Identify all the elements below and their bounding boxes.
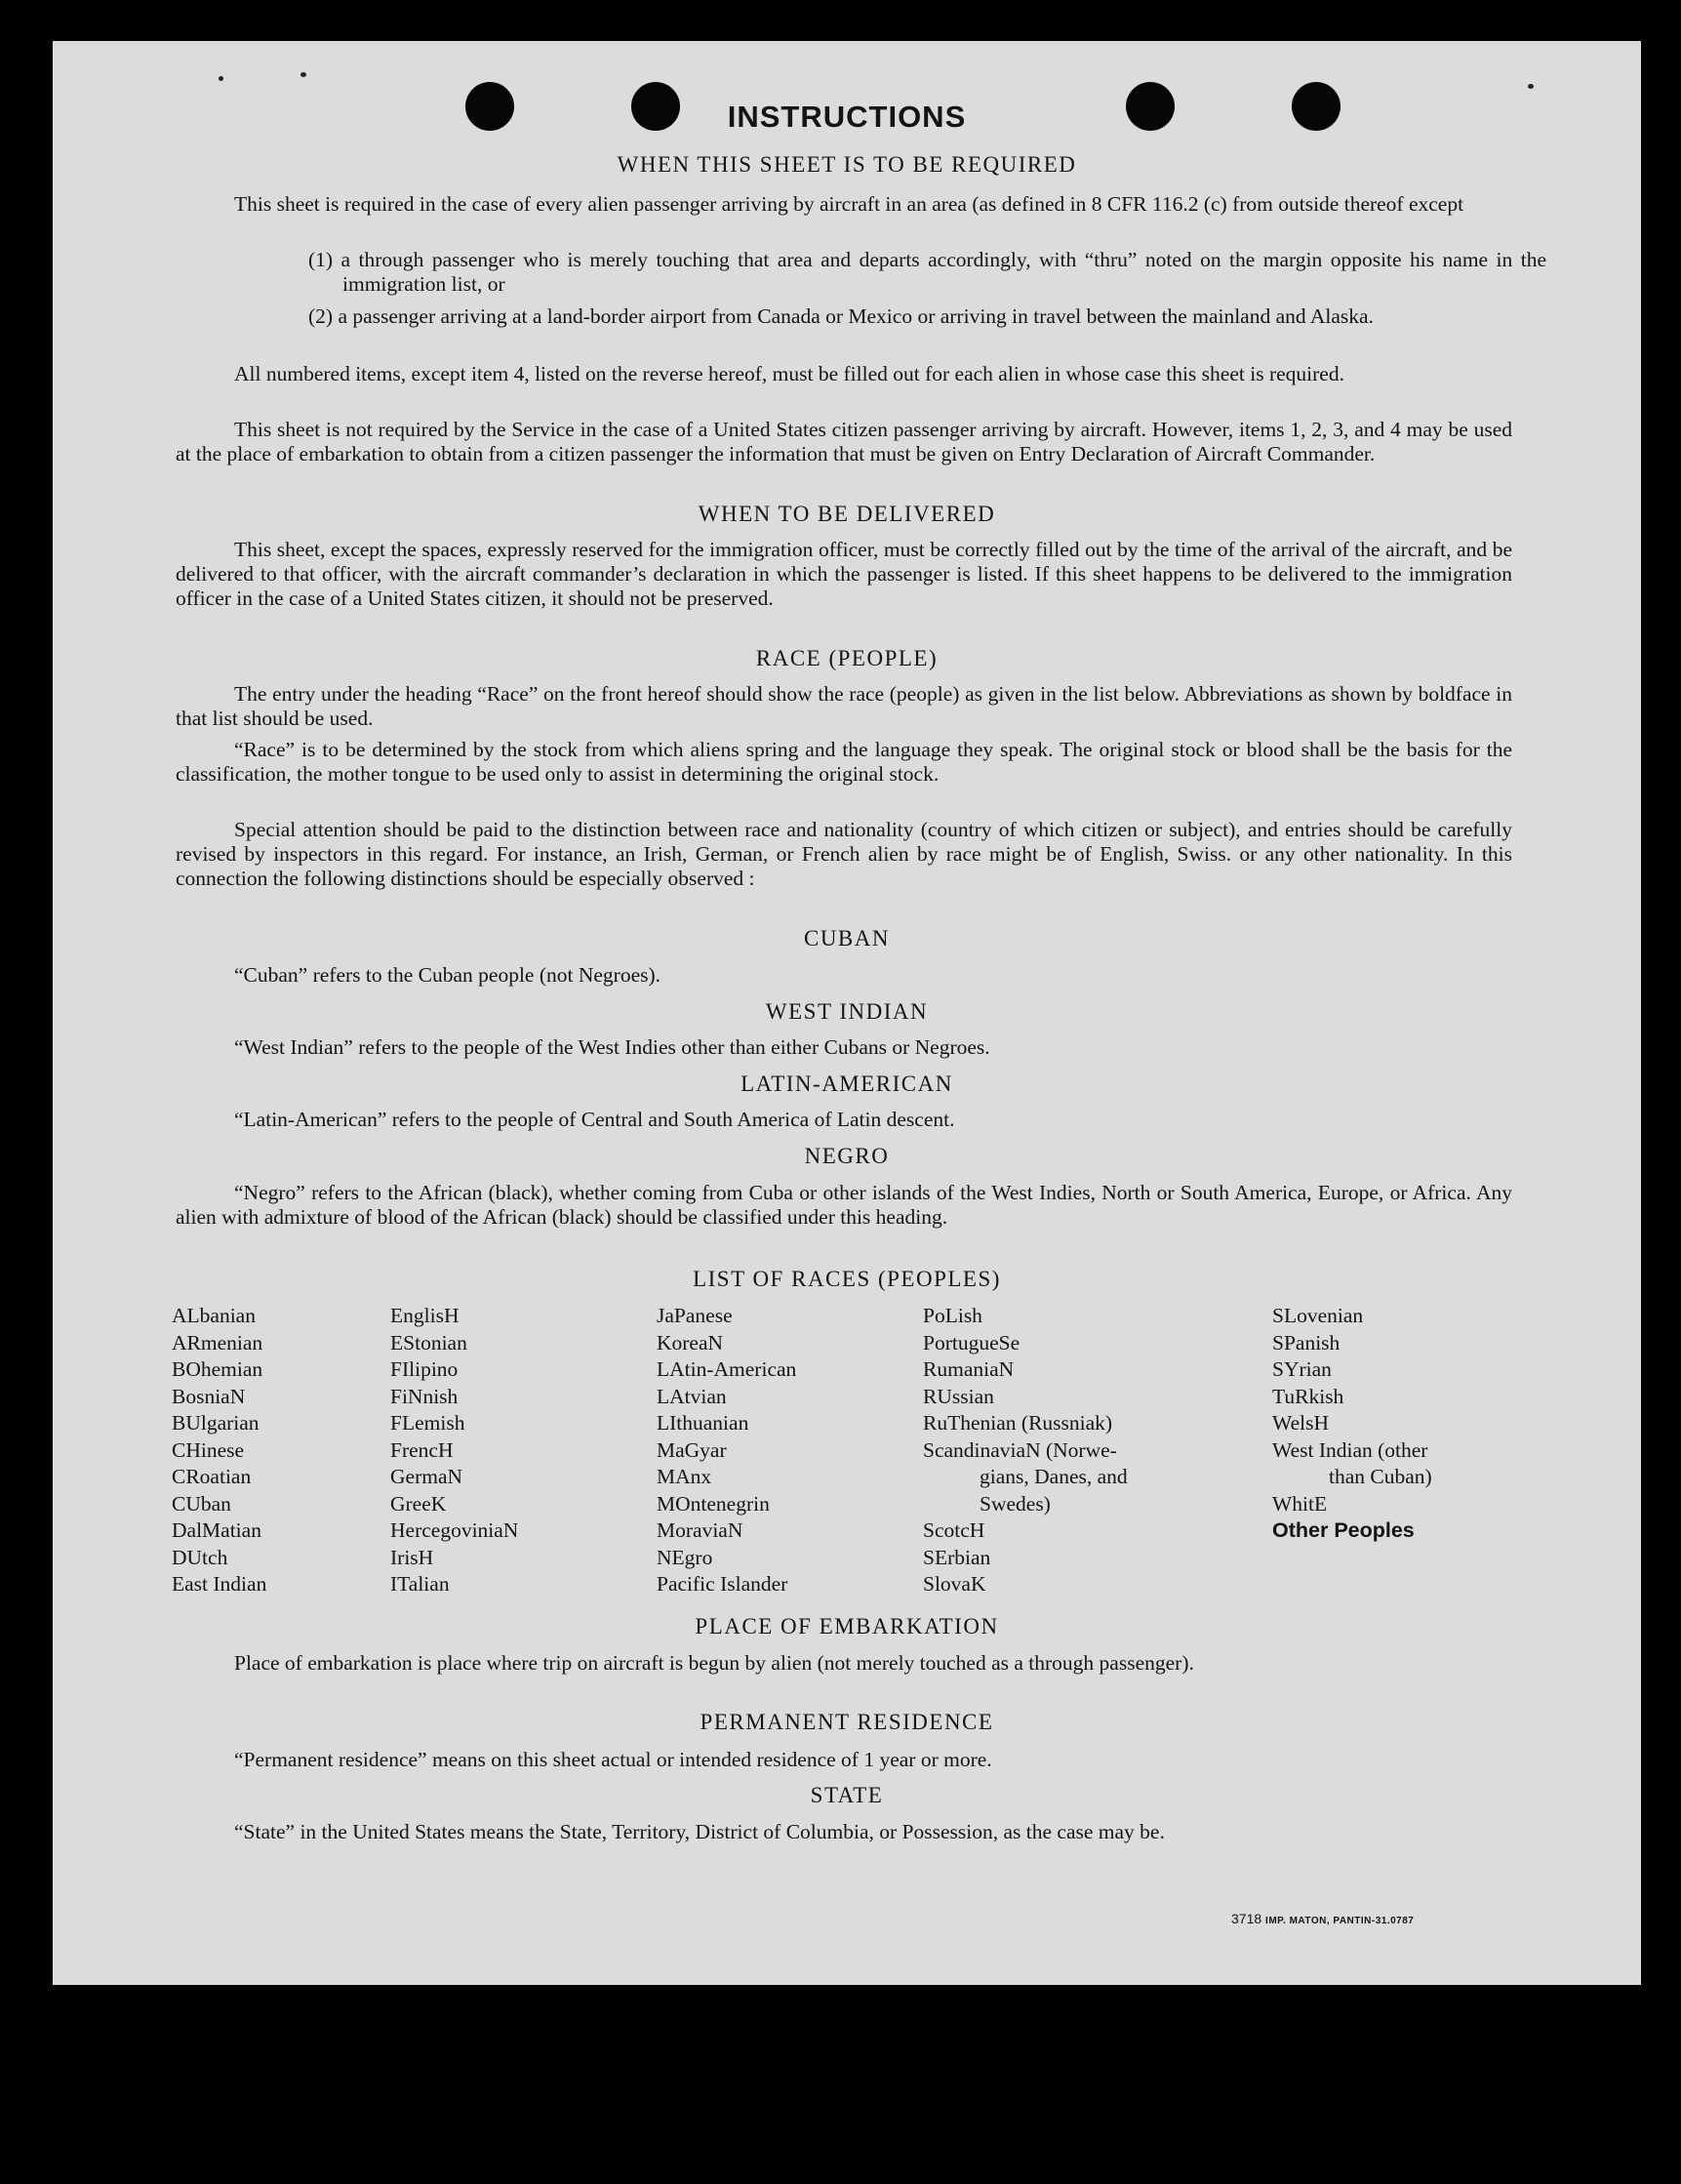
race-paragraph-1: The entry under the heading “Race” on the front hereof should show the race (people) as given in the list below. Abbreviations as shown by boldface in that list should be used.	[176, 682, 1512, 730]
race-item: FrencH	[390, 1437, 454, 1462]
negro-definition: “Negro” refers to the African (black), whether coming from Cuba or other islands of the West Indies, North or South America, Europe, or Africa. Any alien with admixture of blood of the African (black) should be classified under this heading.	[176, 1181, 1512, 1229]
race-column-4	[923, 1303, 1128, 1598]
race-item: ScandinaviaN (Norwe-	[923, 1437, 1117, 1462]
cuban-definition: “Cuban” refers to the Cuban people (not Negroes).	[234, 963, 661, 987]
race-item: EnglisH	[390, 1304, 460, 1327]
race-item: DalMatian	[172, 1518, 261, 1542]
race-item: SLovenian	[1272, 1304, 1364, 1327]
delivered-paragraph: This sheet, except the spaces, expressly reserved for the immigration officer, must be correctly filled out by the time of the arrival of the aircraft, and be delivered to that officer, with the aircraft commander’s declaration in which the passenger is listed. If this sheet happens to be delivered to the immigration officer in the case of a United States citizen, it should not be preserved.	[176, 538, 1512, 610]
document-title: INSTRUCTIONS	[727, 100, 967, 134]
race-item: ARmenian	[172, 1330, 263, 1355]
race-item: MaGyar	[657, 1437, 727, 1462]
race-column-5	[1272, 1303, 1432, 1545]
race-item: HercegoviniaN	[390, 1518, 519, 1542]
heading-place-of-embarkation: PLACE OF EMBARKATION	[695, 1614, 999, 1638]
race-item: ScotcH	[923, 1518, 985, 1542]
latin-american-definition: “Latin-American” refers to the people of Central and South America of Latin descent.	[234, 1108, 955, 1131]
race-item: NEgro	[657, 1545, 713, 1569]
race-item: PoLish	[923, 1304, 982, 1327]
heading-west-indian: WEST INDIAN	[765, 999, 929, 1024]
speck	[219, 76, 223, 81]
race-item: MOntenegrin	[657, 1491, 770, 1516]
speck	[300, 72, 306, 77]
race-paragraph-3: Special attention should be paid to the distinction between race and nationality (country of which citizen or subject), and entries should be carefully revised by inspectors in this regard. For instance, an Irish, German, or French alien by race might be of English, Swiss. or any other nationality. In this connection the following distinctions should be especially observed :	[176, 818, 1512, 890]
exception-item-1: (1) a through passenger who is merely touching that area and departs accordingly, with “thru” noted on the margin opposite his name in the immigration list, or	[308, 248, 1546, 296]
race-item: West Indian (other	[1272, 1437, 1428, 1462]
race-item-continued: Swedes)	[980, 1491, 1051, 1516]
heading-race: RACE (PEOPLE)	[755, 646, 939, 670]
heading-list-of-races: LIST OF RACES (PEOPLES)	[693, 1267, 1001, 1291]
race-item-continued: gians, Danes, and	[980, 1465, 1128, 1488]
race-item: TuRkish	[1272, 1384, 1344, 1408]
race-item: GreeK	[390, 1491, 447, 1516]
race-item: SlovaK	[923, 1572, 986, 1596]
race-column-2	[390, 1303, 518, 1598]
race-item: SErbian	[923, 1545, 991, 1569]
race-item-other-peoples: Other Peoples	[1272, 1518, 1415, 1542]
race-item: PortugueSe	[923, 1330, 1021, 1355]
required-paragraph-1: This sheet is required in the case of every alien passenger arriving by aircraft in an area (as defined in 8 CFR 116.2 (c) from outside thereof except	[234, 192, 1464, 216]
race-item: BUlgarian	[172, 1411, 260, 1435]
heading-when-delivered: WHEN TO BE DELIVERED	[698, 502, 996, 526]
heading-state: STATE	[810, 1783, 884, 1807]
race-item: MAnx	[657, 1465, 712, 1488]
race-item: East Indian	[172, 1572, 267, 1596]
race-item: ALbanian	[172, 1304, 256, 1327]
west-indian-definition: “West Indian” refers to the people of the West Indies other than either Cubans or Negroes.	[234, 1035, 990, 1059]
race-item: BosniaN	[172, 1384, 246, 1408]
race-item: Pacific Islander	[657, 1572, 788, 1596]
heading-negro: NEGRO	[804, 1144, 890, 1168]
heading-permanent-residence: PERMANENT RESIDENCE	[700, 1710, 994, 1734]
printer-code: IMP. MATON, PANTIN-31.0787	[1265, 1916, 1415, 1926]
state-definition: “State” in the United States means the State, Territory, District of Columbia, or Possession, as the case may be.	[234, 1820, 1165, 1843]
race-item: IrisH	[390, 1545, 434, 1569]
race-item-continued: than Cuban)	[1329, 1465, 1432, 1488]
race-item: LAtin-American	[657, 1357, 797, 1381]
race-item: FiNnish	[390, 1384, 459, 1408]
race-item: RuThenian (Russniak)	[923, 1411, 1113, 1435]
race-item: LIthuanian	[657, 1411, 749, 1435]
speck	[1528, 84, 1534, 89]
race-item: LAtvian	[657, 1384, 727, 1408]
race-item: MoraviaN	[657, 1518, 743, 1542]
race-item: JaPanese	[657, 1304, 733, 1327]
race-item: FIlipino	[390, 1357, 459, 1381]
exception-item-2: (2) a passenger arriving at a land-border airport from Canada or Mexico or arriving in travel between the mainland and Alaska.	[308, 304, 1374, 328]
race-item: RumaniaN	[923, 1357, 1015, 1381]
document-sheet	[53, 41, 1641, 1985]
race-item: WhitE	[1272, 1491, 1328, 1516]
residence-definition: “Permanent residence” means on this sheet actual or intended residence of 1 year or more.	[234, 1748, 992, 1771]
race-item: KoreaN	[657, 1330, 724, 1355]
required-paragraph-3: This sheet is not required by the Service in the case of a United States citizen passenger arriving by aircraft. However, items 1, 2, 3, and 4 may be used at the place of embarkation to obtain from a citizen passenger the information that must be given on Entry Declaration of Aircraft Commander.	[176, 418, 1512, 465]
heading-when-required: WHEN THIS SHEET IS TO BE REQUIRED	[617, 152, 1077, 177]
race-item: BOhemian	[172, 1357, 263, 1381]
race-item: RUssian	[923, 1384, 994, 1408]
race-item: FLemish	[390, 1411, 465, 1435]
race-item: ITalian	[390, 1572, 450, 1596]
race-item: WelsH	[1272, 1411, 1329, 1435]
race-item: SYrian	[1272, 1357, 1332, 1381]
heading-cuban: CUBAN	[803, 926, 890, 950]
race-item: CUban	[172, 1491, 231, 1516]
print-footer	[1231, 1911, 1414, 1926]
form-number: 3718	[1231, 1911, 1262, 1926]
race-column-1	[172, 1303, 266, 1598]
race-item: EStonian	[390, 1330, 467, 1355]
race-paragraph-2: “Race” is to be determined by the stock from which aliens spring and the language they speak. The original stock or blood shall be the basis for the classification, the mother tongue to be used only to assist in determining the original stock.	[176, 738, 1512, 786]
required-paragraph-2: All numbered items, except item 4, listed on the reverse hereof, must be filled out for each alien in whose case this sheet is required.	[234, 362, 1344, 385]
race-item: GermaN	[390, 1465, 463, 1488]
heading-latin-american: LATIN-AMERICAN	[740, 1072, 953, 1096]
race-item: CRoatian	[172, 1465, 252, 1488]
embarkation-definition: Place of embarkation is place where trip on aircraft is begun by alien (not merely touched as a through passenger).	[234, 1651, 1194, 1675]
race-item: CHinese	[172, 1437, 245, 1462]
race-column-3	[657, 1303, 796, 1598]
race-item: SPanish	[1272, 1330, 1341, 1355]
race-item: DUtch	[172, 1545, 228, 1569]
